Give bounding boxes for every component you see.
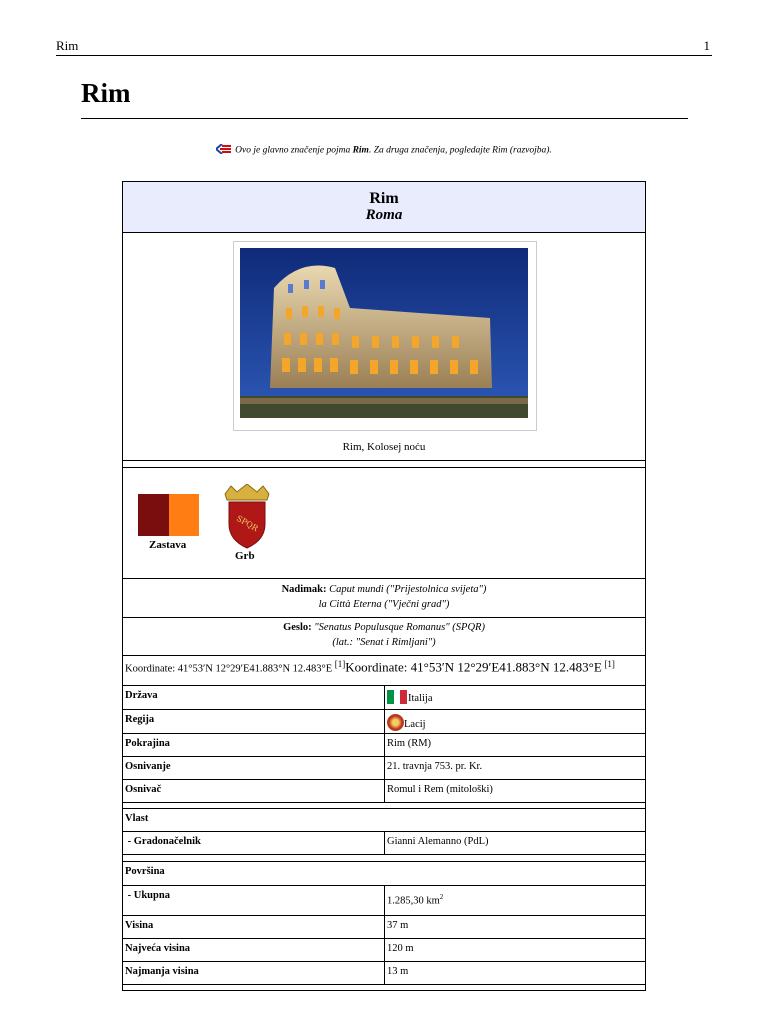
motto-label: Geslo:	[283, 622, 312, 633]
row-key: Visina	[125, 920, 154, 931]
coordinates-big: Koordinate: 41°53′N 12°29′E41.883°N 12.483°E	[345, 659, 602, 675]
coordinates[interactable]	[125, 659, 615, 676]
crest-lettering: SPQR	[234, 513, 260, 534]
section-vlast: Vlast	[125, 813, 149, 824]
section-row	[123, 861, 645, 885]
region-value: Lacij	[404, 719, 426, 730]
coordinates-small: Koordinate: 41°53′N 12°29′E41.883°N 12.483°E	[125, 663, 333, 675]
area-unit-sup: 2	[439, 893, 444, 901]
hatnote	[0, 144, 768, 157]
nickname	[123, 582, 645, 612]
hatnote-bold[interactable]: Rim	[352, 145, 369, 156]
nickname-line-1: Caput mundi ("Prijestolnica svijeta")	[329, 584, 487, 595]
colosseum-image[interactable]	[233, 241, 537, 431]
row-value: 37 m	[387, 920, 409, 931]
column-divider	[384, 831, 385, 854]
row-value[interactable]: 21. travnja 753. pr. Kr.	[387, 761, 483, 772]
column-divider	[384, 685, 385, 802]
ref-link[interactable]: [1]	[604, 659, 615, 669]
divider	[123, 854, 645, 855]
row-key: Pokrajina	[125, 738, 170, 749]
infobox-header	[123, 182, 645, 233]
section-povrsina: Površina	[125, 866, 165, 877]
image-caption: Rim, Kolosej noću	[342, 441, 426, 453]
row-key: Najveća visina	[125, 943, 191, 954]
column-divider	[384, 885, 385, 984]
divider	[123, 578, 645, 579]
ref-link[interactable]: [1]	[334, 659, 346, 669]
row-value[interactable]	[387, 714, 426, 731]
title-rule	[81, 118, 688, 119]
disambiguation-arrow-icon	[216, 144, 232, 157]
divider	[123, 467, 645, 468]
row-key: Regija	[125, 714, 155, 725]
divider	[123, 460, 645, 461]
row-value: 13 m	[387, 966, 409, 977]
motto	[123, 620, 645, 650]
row-value[interactable]: Romul i Rem (mitološki)	[387, 784, 493, 795]
hatnote-pre: Ovo je glavno značenje pojma	[235, 145, 353, 156]
running-header	[56, 38, 712, 56]
infobox	[122, 181, 646, 991]
coat-of-arms-label: Grb	[235, 550, 255, 562]
row-key: Osnivanje	[125, 761, 171, 772]
flag-label: Zastava	[149, 539, 187, 551]
divider	[123, 655, 645, 656]
running-header-title: Rim	[56, 38, 79, 53]
hatnote-post: . Za druga značenja, pogledajte Rim (razvojba).	[368, 145, 552, 156]
row-key: Država	[125, 690, 158, 701]
row-key: - Gradonačelnik	[125, 836, 201, 847]
row-value[interactable]: Rim (RM)	[387, 738, 432, 749]
country-value: Italija	[408, 693, 433, 704]
section-row	[123, 808, 645, 831]
row-key: Osnivač	[125, 784, 162, 795]
page-number: 1	[703, 38, 710, 53]
nickname-line-2: la Città Eterna ("Vječni grad")	[318, 599, 450, 610]
divider	[123, 984, 645, 985]
row-key: - Ukupna	[125, 890, 170, 901]
motto-line-1: "Senatus Populusque Romanus" (SPQR)	[314, 622, 485, 633]
row-value[interactable]	[387, 690, 433, 704]
area-value: 1.285,30 km	[387, 895, 440, 907]
divider	[123, 802, 645, 803]
row-key: Najmanja visina	[125, 966, 199, 977]
italy-flag-icon	[387, 690, 407, 704]
row-value: 120 m	[387, 943, 414, 954]
infobox-name: Rim	[369, 190, 399, 207]
page-title: Rim	[81, 78, 131, 108]
row-value	[387, 893, 443, 907]
coat-of-arms-image[interactable]	[221, 484, 273, 555]
row-value[interactable]: Gianni Alemanno (PdL)	[387, 836, 489, 847]
motto-line-2: (lat.: "Senat i Rimljani")	[332, 637, 436, 648]
divider	[123, 617, 645, 618]
lazio-emblem-icon	[387, 714, 404, 731]
flag-image[interactable]	[138, 494, 199, 536]
infobox-native-name: Roma	[365, 207, 403, 223]
nickname-label: Nadimak:	[281, 584, 327, 595]
